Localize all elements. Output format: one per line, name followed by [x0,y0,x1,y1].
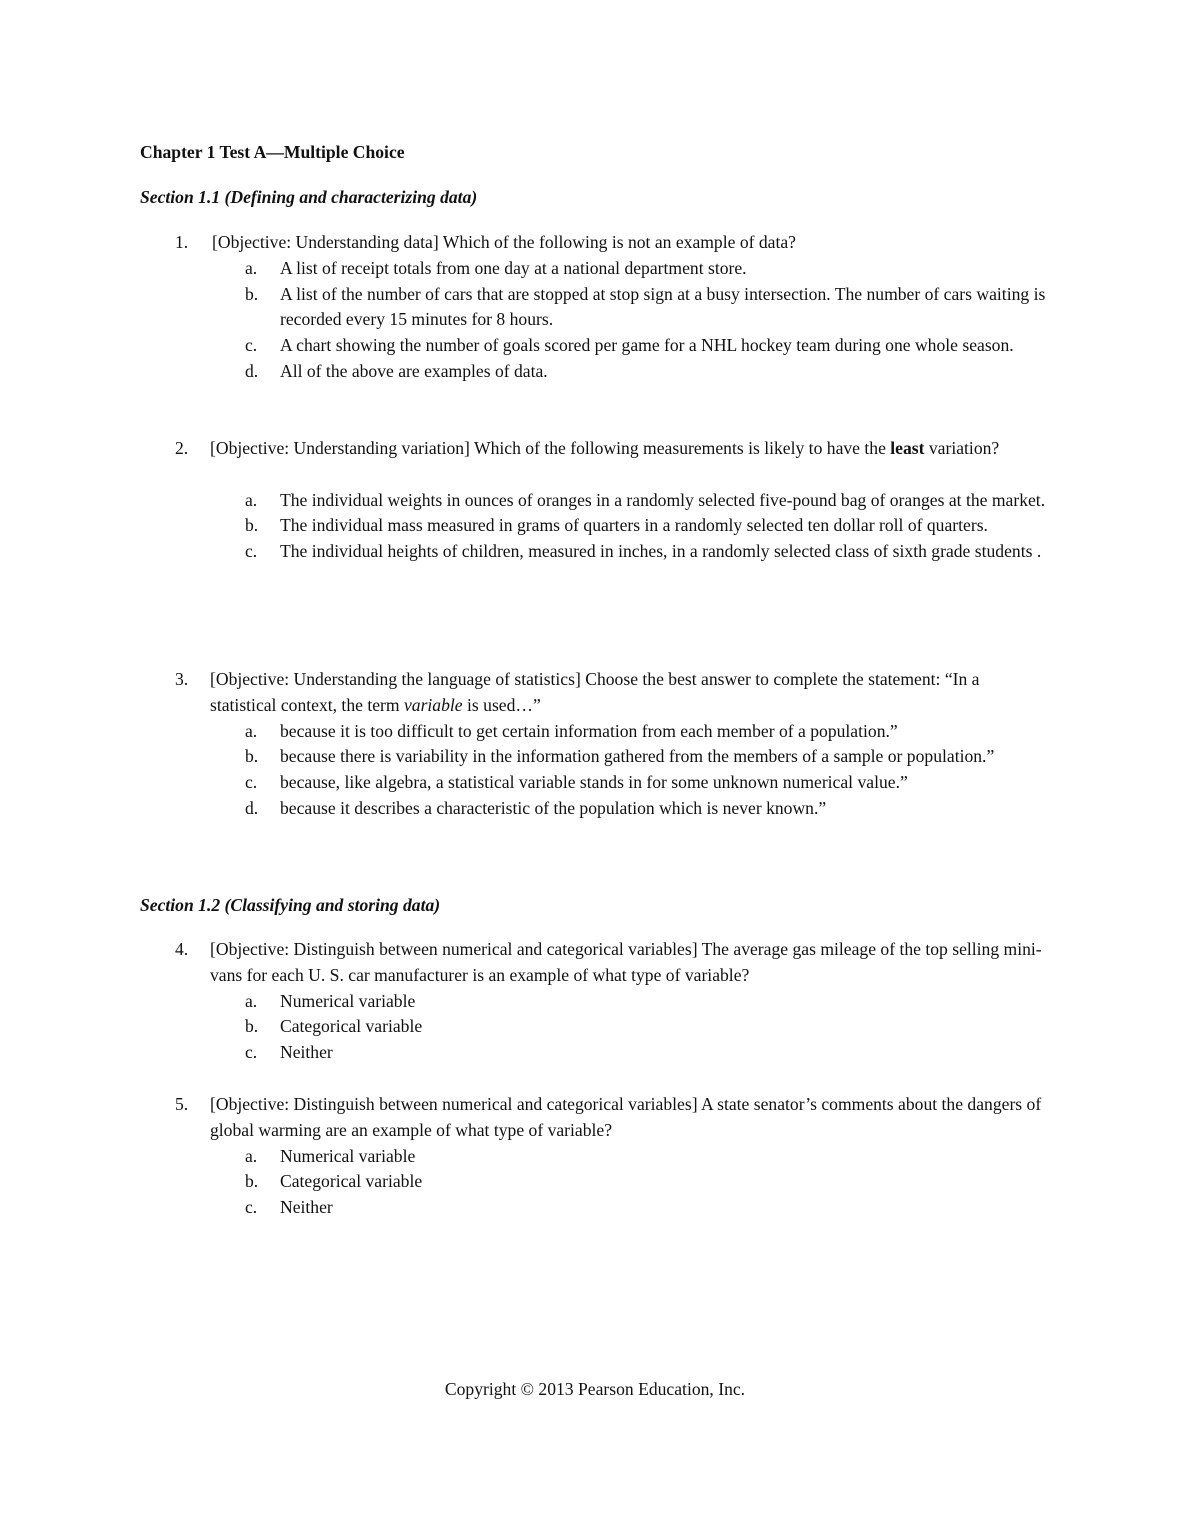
option-text: All of the above are examples of data. [280,360,548,381]
question-number: 4. [175,939,189,959]
option-b [0,513,1190,539]
question-number: 3. [175,669,189,689]
option-text: A chart showing the number of goals scored per game for a NHL hockey team during one whole season. [280,335,1014,356]
option-letter: b. [245,1016,259,1037]
option-letter: a. [245,489,258,510]
option-text: because, like algebra, a statistical variable stands in for some unknown numerical value.” [280,772,908,793]
option-text: A list of the number of cars that are stopped at stop sign at a busy intersection. The number of cars waiting is recorded every 15 minutes for 8 hours. [280,283,1046,330]
option-letter: d. [245,360,259,381]
option-letter: b. [245,1171,259,1192]
option-letter: c. [245,772,258,793]
stem-text: [Objective: Understanding variation] Which of the following measurements is likely to have the [210,438,891,458]
question-2 [0,436,1190,565]
option-letter: c. [245,541,258,562]
option-letter: c. [245,1197,258,1218]
option-text: A list of receipt totals from one day at a national department store. [280,257,747,278]
question-number: 5. [175,1094,189,1114]
option-a [0,719,1190,745]
option-text: because it is too difficult to get certain information from each member of a population.” [280,720,898,741]
option-a [0,256,1190,282]
option-c [0,333,1190,359]
stem-emphasis: variable [403,694,463,715]
option-text: Numerical variable [280,1145,416,1166]
question-number: 2. [175,438,189,458]
option-letter: c. [245,1042,258,1063]
option-letter: b. [245,746,259,767]
page-title: Chapter 1 Test A—Multiple Choice [140,142,405,162]
question-4 [0,937,1190,1066]
option-a [0,989,1190,1015]
option-a [0,488,1190,514]
option-letter: a. [245,1145,258,1166]
section-heading-1-1: Section 1.1 (Defining and characterizing data) [140,187,478,207]
option-text: The individual heights of children, measured in inches, in a randomly selected class of sixth grade students . [280,541,1042,562]
option-c [0,539,1190,565]
option-text: Neither [280,1042,333,1063]
copyright-footer: Copyright © 2013 Pearson Education, Inc. [444,1379,746,1399]
option-text: Categorical variable [280,1171,423,1192]
stem-text: variation? [924,438,1000,458]
stem-text: [Objective: Understanding the language of statistics] Choose the best answer to complete the statement: “In a statistical context, the term [210,669,980,715]
option-b [0,1014,1190,1040]
question-stem [210,667,1050,719]
option-c [0,1195,1190,1221]
option-d [0,359,1190,385]
option-letter: a. [245,990,258,1011]
option-letter: b. [245,283,259,304]
question-stem: [Objective: Understanding data] Which of the following is not an example of data? [212,232,796,252]
option-d [0,796,1190,822]
question-stem: [Objective: Distinguish between numerical and categorical variables] The average gas mileage of the top selling mini-vans for each U. S. car manufacturer is an example of what type of variable? [210,939,1042,985]
option-text: because it describes a characteristic of the population which is never known.” [280,797,827,818]
option-letter: c. [245,335,258,356]
question-stem: [Objective: Distinguish between numerical and categorical variables] A state senator’s comments about the dangers of global warming are an example of what type of variable? [210,1094,1042,1140]
question-stem [210,436,1050,462]
section-heading-1-2: Section 1.2 (Classifying and storing data) [140,895,441,915]
option-letter: a. [245,257,258,278]
option-b [0,282,1190,334]
question-1 [0,230,1190,385]
option-letter: d. [245,797,259,818]
option-c [0,1040,1190,1066]
option-text: The individual mass measured in grams of quarters in a randomly selected ten dollar roll of quarters. [280,515,988,536]
option-c [0,770,1190,796]
stem-text: is used…” [462,694,541,715]
stem-emphasis: least [890,438,925,458]
option-a [0,1144,1190,1170]
option-text: The individual weights in ounces of oranges in a randomly selected five-pound bag of oranges at the market. [280,489,1046,510]
option-text: Categorical variable [280,1016,423,1037]
option-text: Neither [280,1197,333,1218]
question-3 [0,667,1190,822]
option-letter: a. [245,720,258,741]
option-b [0,1169,1190,1195]
question-5 [0,1092,1190,1221]
option-letter: b. [245,515,259,536]
option-text: because there is variability in the information gathered from the members of a sample or population.” [280,746,995,767]
option-text: Numerical variable [280,990,416,1011]
question-number: 1. [175,232,189,252]
option-b [0,744,1190,770]
